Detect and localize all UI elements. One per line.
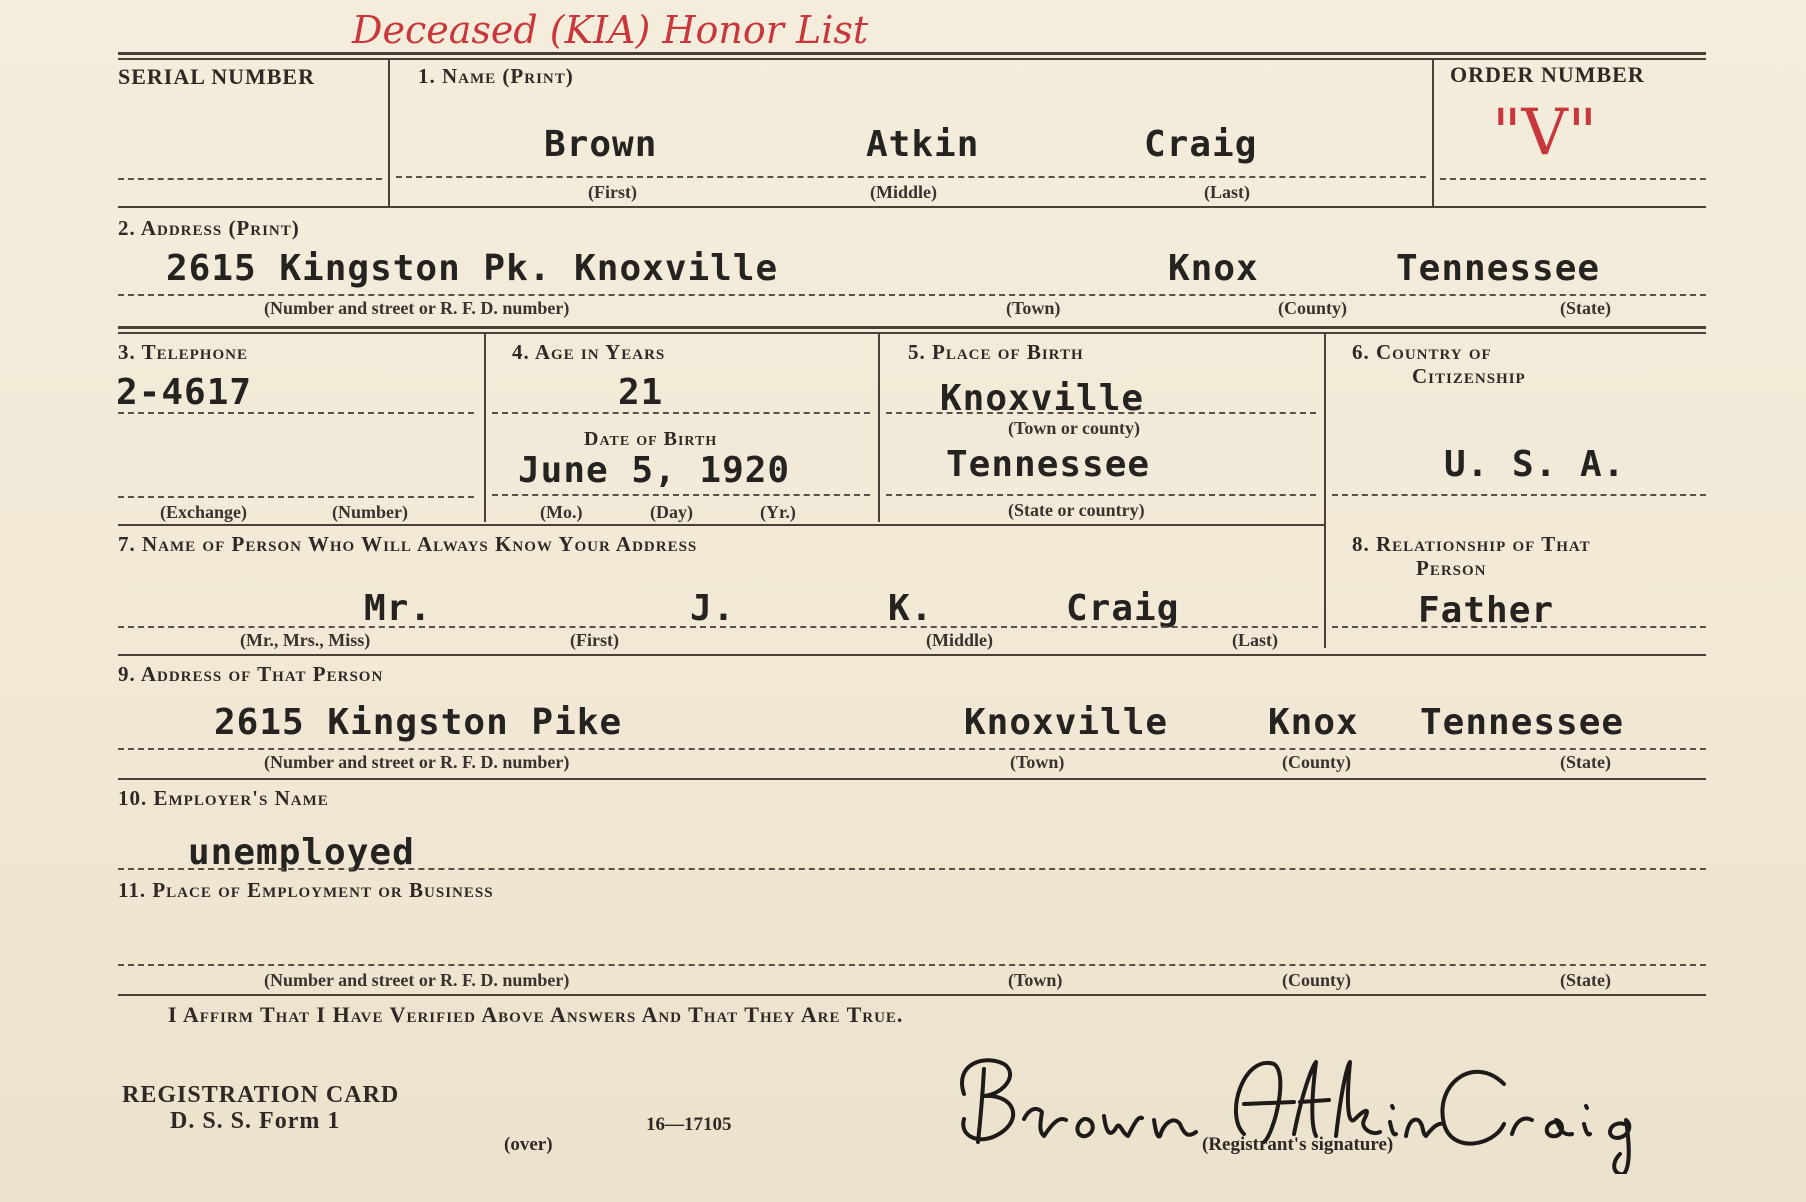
state-or-country-caption: (State or country) (1008, 500, 1145, 520)
contact-county-value: Knox (1268, 702, 1359, 743)
row3-bottom (118, 524, 1324, 526)
row4-bottom (118, 654, 1706, 656)
street-caption: (Number and street or R. F. D. number) (264, 298, 570, 318)
row1-bottom (118, 206, 1706, 208)
contact-last-value: Craig (1066, 588, 1180, 629)
top-border-inner (118, 58, 1706, 60)
contact-state-caption: (State) (1560, 752, 1611, 772)
order-divider (1432, 60, 1434, 206)
tel-divider (484, 334, 486, 522)
exchange-caption: (Exchange) (160, 502, 247, 522)
day-caption: (Day) (650, 502, 693, 522)
state-caption: (State) (1560, 298, 1611, 318)
citizenship-label-1: 6. Country of (1352, 340, 1492, 364)
contact-street-caption: (Number and street or R. F. D. number) (264, 752, 570, 772)
year-caption: (Yr.) (760, 502, 796, 522)
place-of-employment-label: 11. Place of Employment or Business (118, 878, 494, 902)
age-label: 4. Age in Years (512, 340, 666, 364)
age-line (492, 412, 870, 414)
county-caption: (County) (1278, 298, 1348, 318)
town-or-county-caption: (Town or county) (1008, 418, 1141, 438)
name-label: 1. Name (Print) (418, 64, 574, 88)
order-number-mark: "V" (1492, 96, 1598, 170)
contact-middle-caption: (Middle) (926, 630, 993, 650)
number-caption: (Number) (332, 502, 408, 522)
affirmation-text: I Affirm That I Have Verified Above Answers And That They Are True. (168, 1002, 904, 1027)
employment-town-caption: (Town) (1008, 970, 1063, 990)
telephone-label: 3. Telephone (118, 340, 248, 364)
contact-address-line (118, 748, 1706, 750)
relationship-label-2: Person (1416, 556, 1487, 580)
contact-state-value: Tennessee (1420, 702, 1625, 743)
age-divider (878, 334, 880, 522)
last-caption: (Last) (1204, 182, 1250, 202)
relationship-line (1332, 626, 1706, 628)
place-of-birth-label: 5. Place of Birth (908, 340, 1084, 364)
last-name-value: Craig (1144, 124, 1258, 165)
row2-bottom (118, 326, 1706, 329)
name-line (396, 176, 1426, 178)
first-name-value: Brown (544, 124, 658, 165)
serial-line (118, 178, 382, 180)
contact-town-value: Knoxville (964, 702, 1169, 743)
row5-bottom (118, 778, 1706, 780)
row2-bottom-inner (118, 332, 1706, 334)
birth-town-line (886, 412, 1316, 414)
citizenship-label-2: Citizenship (1412, 364, 1526, 388)
employment-street-caption: (Number and street or R. F. D. number) (264, 970, 570, 990)
contact-street-value: 2615 Kingston Pike (214, 702, 623, 743)
employment-state-caption: (State) (1560, 970, 1611, 990)
address-label: 2. Address (Print) (118, 216, 300, 240)
row7-bottom (118, 994, 1706, 996)
contact-last-caption: (Last) (1232, 630, 1278, 650)
contact-person-label: 7. Name of Person Who Will Always Know Your Address (118, 532, 698, 556)
contact-address-label: 9. Address of That Person (118, 662, 384, 686)
contact-first-value: J. (690, 588, 736, 629)
over-note: (over) (504, 1134, 553, 1155)
signature-caption: (Registrant's signature) (1202, 1134, 1394, 1155)
address-county-value: Knox (1168, 248, 1259, 289)
telephone-value: 2-4617 (116, 372, 253, 413)
dob-value: June 5, 1920 (518, 450, 791, 491)
address-line (118, 294, 1706, 296)
employment-county-caption: (County) (1282, 970, 1352, 990)
employment-line (118, 964, 1706, 966)
employer-value: unemployed (188, 832, 415, 873)
birth-state-value: Tennessee (946, 444, 1151, 485)
middle-name-value: Atkin (866, 124, 980, 165)
middle-caption: (Middle) (870, 182, 937, 202)
birth-town-value: Knoxville (940, 378, 1145, 419)
birth-state-line (886, 494, 1316, 496)
address-street-value: 2615 Kingston Pk. Knoxville (166, 248, 779, 289)
citizenship-value: U. S. A. (1444, 444, 1626, 485)
contact-line (118, 626, 1318, 628)
relationship-value: Father (1418, 590, 1555, 631)
date-of-birth-label: Date of Birth (584, 428, 718, 450)
month-caption: (Mo.) (540, 502, 583, 522)
address-state-value: Tennessee (1396, 248, 1601, 289)
print-code: 16—17105 (646, 1114, 732, 1135)
order-number-label: ORDER NUMBER (1450, 62, 1645, 87)
contact-middle-value: K. (888, 588, 934, 629)
dob-line (492, 494, 870, 496)
card-title: REGISTRATION CARD (122, 1082, 400, 1108)
telephone-line (118, 412, 474, 414)
relationship-label-1: 8. Relationship of That (1352, 532, 1591, 556)
exchange-line (118, 496, 474, 498)
contact-town-caption: (Town) (1010, 752, 1065, 772)
form-number: D. S. S. Form 1 (170, 1108, 341, 1134)
top-border (118, 52, 1706, 55)
age-value: 21 (618, 372, 664, 413)
serial-number-label: SERIAL NUMBER (118, 64, 315, 89)
contact-title-value: Mr. (364, 588, 433, 629)
citizenship-line (1332, 494, 1706, 496)
contact-county-caption: (County) (1282, 752, 1352, 772)
employer-line (118, 868, 1706, 870)
birth-divider (1324, 334, 1326, 648)
town-caption: (Town) (1006, 298, 1061, 318)
order-line (1440, 178, 1706, 180)
serial-divider (388, 60, 390, 206)
first-caption: (First) (588, 182, 637, 202)
contact-first-caption: (First) (570, 630, 619, 650)
employer-label: 10. Employer's Name (118, 786, 329, 810)
honor-list-annotation: Deceased (KIA) Honor List (352, 8, 869, 52)
title-caption: (Mr., Mrs., Miss) (240, 630, 371, 650)
